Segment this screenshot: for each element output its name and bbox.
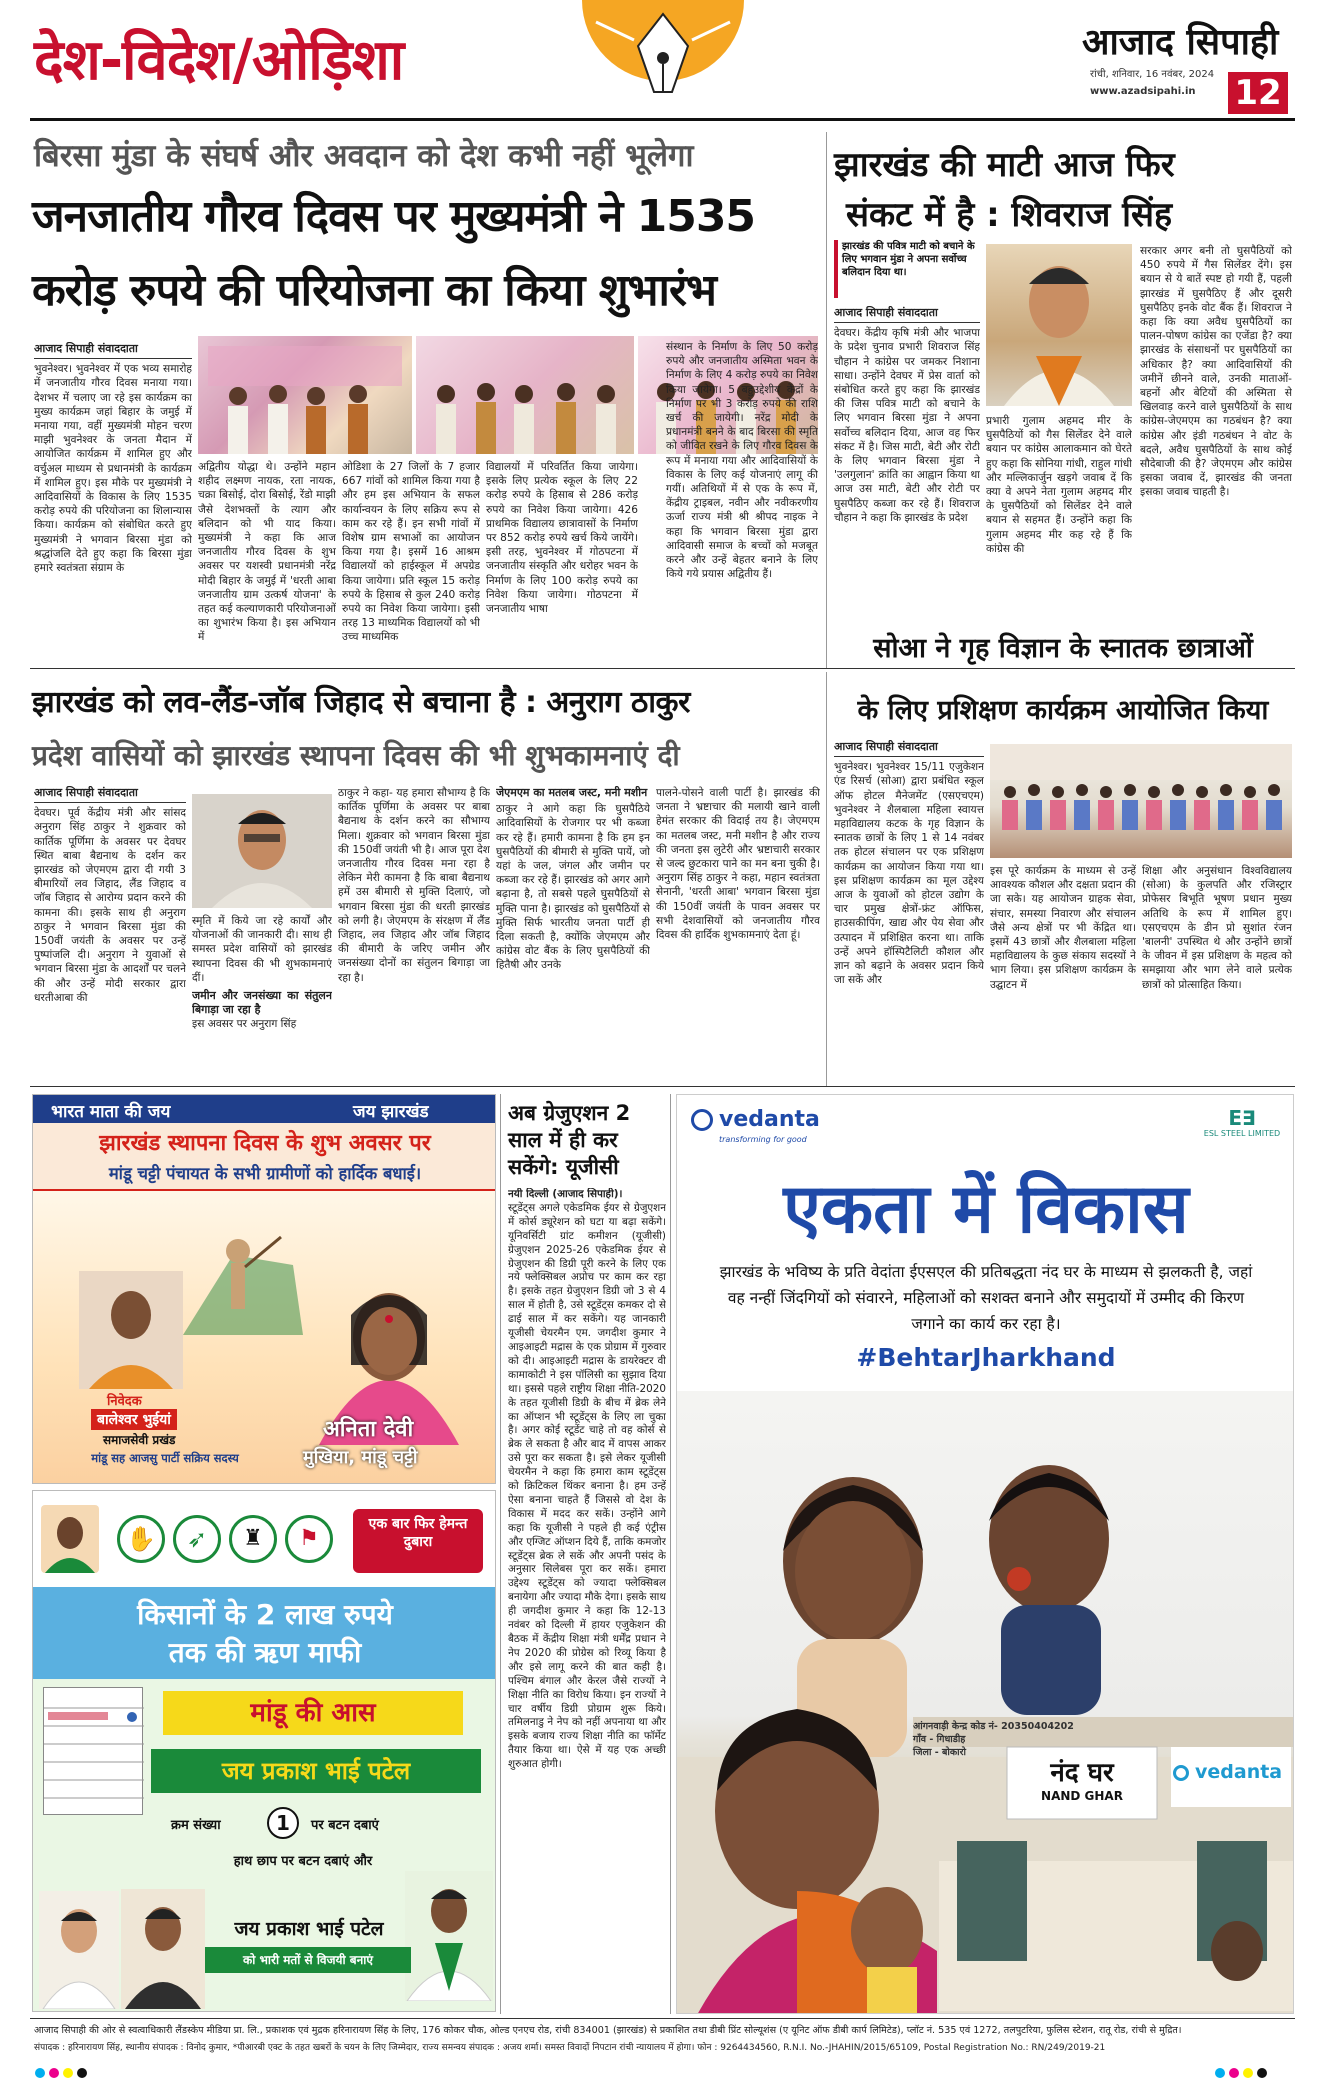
- anganwadi-district: जिला - बोकारो: [913, 1747, 966, 1758]
- shivraj-byline: आजाद सिपाही संवाददाता: [834, 306, 980, 323]
- jmm-line-1: किसानों के 2 लाख रुपये: [137, 1598, 393, 1631]
- loan-waiver-box: [33, 1587, 496, 1679]
- person1-photo: [79, 1271, 183, 1389]
- divider-middle-right: [826, 672, 827, 1086]
- vote-line-3: को भारी मतों से विजयी बनाएं: [205, 1947, 411, 1973]
- vote-line-2: जय प्रकाश भाई पटेल: [234, 1918, 384, 1940]
- soa-column-1: [834, 740, 984, 1080]
- shivraj-headline-2: संकट में है : शिवराज सिंह: [846, 195, 1173, 235]
- dateline: रांची, शनिवार, 16 नवंबर, 2024: [1090, 69, 1215, 80]
- anganwadi-village: गाँव - गिधाडीह: [913, 1734, 966, 1745]
- vedanta-brand: vedanta: [719, 1107, 820, 1132]
- serial-row: [151, 1807, 491, 1841]
- lead-photo-2: [416, 336, 634, 454]
- lead-headline-1: जनजातीय गौरव दिवस पर मुख्यमंत्री ने 1535: [32, 191, 756, 242]
- person2-title: मुखिया, मांडू चट्टी: [303, 1447, 418, 1468]
- serial-number: 1: [267, 1807, 299, 1839]
- nandghar-hindi: नंद घर: [1050, 1758, 1114, 1788]
- anurag-col2-after: इस अवसर पर अनुराग सिंह: [192, 1018, 297, 1031]
- footer-imprint: आजाद सिपाही की ओर से स्वत्वाधिकारी लैंडस्केप मीडिया प्रा. लि., प्रकाशक एवं मुद्रक हरिनारायण सिंह के लिए, 176 कोकर चौक, ओल्ड एनएच रोड, रांची 834001 (झारखंड) से प्रकाशित तथा डीबी प्रिंट सोल्यूशंस (ए यूनिट ऑफ डीबी कार्प लिमिटेड), प्लॉट नं. 535 एवं 1272, तलपुटरिया, फुलिस स्टेशन, रातू रोड, रांची से मुद्रित।: [34, 2025, 1182, 2036]
- soa-headline-2: के लिए प्रशिक्षण कार्यक्रम आयोजित किया: [857, 695, 1269, 726]
- wall-vedanta-icon: [1173, 1765, 1189, 1781]
- soa-photo: [990, 744, 1292, 858]
- shivraj-photo: [986, 244, 1132, 406]
- nandghar-english: NAND GHAR: [1041, 1789, 1123, 1803]
- ad-headline-box: [33, 1123, 496, 1191]
- section-title: देश-विदेश/ओड़िशा: [34, 28, 404, 93]
- rahul-photo: [39, 1891, 119, 2009]
- vedanta-tagline: transforming for good: [719, 1135, 807, 1144]
- party-symbol-congress-icon: ✋: [117, 1515, 165, 1563]
- anganwadi-code: आंगनवाड़ी केन्द्र कोड नं- 20350404202: [913, 1721, 1074, 1732]
- divider-ugc-left: [500, 1094, 501, 2014]
- vote-line-1: हाथ छाप पर बटन दबाएं और: [233, 1854, 373, 1869]
- lead-column-2: अद्वितीय योद्धा थे। उन्होंने महान शहीद लक्ष्मण नायक, रता नायक, चक्रा बिसोई, दोरा बिसोई, रेंडो माझी जैसे देशभक्तों के त्याग और बलिदान को भी याद किया। मुख्यमंत्री ने कहा कि आज जनजातीय गौरव दिवस के शुभ अवसर पर यशस्वी प्रधानमंत्री नरेंद्र मोदी बिहार के जमुई में 'धरती आबा जनजातीय ग्राम उत्कर्ष योजना' के तहत कई कल्याणकारी परियोजनाओं का शुभारंभ किया है। इस अभियान में: [198, 461, 336, 644]
- divider-lower: [30, 1086, 1295, 1087]
- lead-column-4: विद्यालयों में परिवर्तित किया जायेगा। इसके लिए प्रत्येक स्कूल के लिए 22 करोड़ रुपये के हिसाब से 286 करोड़ रुपये का निवेश किया जायेगा। 426 प्राथमिक विद्यालय छात्रावासों के निर्माण पर 852 करोड़ रुपये खर्च किये जायेंगे। इसी तरह, भुवनेश्वर में गोठपटना में जनजातीय संस्कृति और धरोहर भवन के निर्माण के लिए 100 करोड़ रुपये का निवेश किया जायेगा। गोठपटना में जनजातीय भाषा: [486, 461, 638, 616]
- anurag-col2-text: स्मृति में किये जा रहे कार्यों और योजनाओं की जानकारी दी। साथ ही समस्त प्रदेश वासियों को झारखंड स्थापना दिवस की भी शुभकामनाएं दीं।: [192, 915, 332, 984]
- soa-column-2: इस पूरे कार्यक्रम के माध्यम से उन्हें आवश्यक कौशल और दक्षता प्रदान की जा सके। यह आयोजन ग्राहक सेवा, संचार, समस्या निवारण और संचालन जैसे अन्य क्षेत्रों पर भी केंद्रित था। इसमें 43 छात्रों और शैलबाला महिला महाविद्यालय के कुछ संकाय सदस्यों ने भाग लिया। इस प्रशिक्षण कार्यक्रम के उद्घाटन में: [990, 865, 1136, 991]
- mandu-ki-aas-banner: मांडू की आस: [163, 1691, 463, 1735]
- person1-title: समाजसेवी प्रखंड: [103, 1433, 176, 1447]
- shivraj-pullquote: [834, 240, 980, 298]
- vedanta-logo-icon: [691, 1109, 713, 1131]
- anurag-col2-subhead: जमीन और जनसंख्या का संतुलन बिगाड़ा जा रहा है: [192, 989, 332, 1017]
- serial-label: क्रम संख्या: [171, 1818, 221, 1833]
- registration-dots-left: [34, 2064, 114, 2076]
- anurag-column-4: [496, 786, 650, 1080]
- wall-vedanta-logo: [1171, 1761, 1291, 1791]
- serial-after: पर बटन दबाएं: [311, 1818, 379, 1833]
- vedanta-logo: [691, 1107, 871, 1147]
- divider-top-stories: [30, 668, 1295, 669]
- slogan-left: भारत माता की जय: [51, 1102, 171, 1122]
- shivraj-column-2: प्रभारी गुलाम अहमद मीर के घुसपैठियों को गैस सिलेंडर देने वाले बयान पर कांग्रेस आलाकमान को घेरते हुए कहा कि सोनिया गांधी, राहुल गांधी और मल्लिकार्जुन खड़गे जवाब दें कि क्या वे अपने नेता गुलाम अहमद मीर के घुसपैठियों को सिलेंडर देने वाले बयान से सहमत हैं। उन्होंने कहा कि गुलाम अहमद मीर कह रहे हैं कि कांग्रेस की: [986, 415, 1132, 555]
- lead-byline: आजाद सिपाही संवाददाता: [34, 342, 192, 359]
- anurag-byline: आजाद सिपाही संवाददाता: [34, 786, 186, 803]
- ad-line-1: झारखंड स्थापना दिवस के शुभ अवसर पर: [99, 1131, 431, 1156]
- anurag-photo: [192, 794, 332, 908]
- vedanta-children-photo: [677, 1391, 1294, 2014]
- lead-column-1: [34, 342, 192, 660]
- shivraj-col1-text: देवघर। केंद्रीय कृषि मंत्री और भाजपा के प्रदेश चुनाव प्रभारी शिवराज सिंह चौहान ने कांग्रेस पर जमकर निशाना साधा। उन्होंने देवघर में प्रेस वार्ता को संबोधित करते हुए कहा कि झारखंड की जिस पवित्र माटी को बचाने के लिए भगवान बिरसा मुंडा ने अपना सर्वोच्च बलिदान दिया, आज वह फिर संकट में है। जिस माटी, बेटी और रोटी के लिए भगवान बिरसा मुंडा ने 'उलगुलान' क्रांति का आह्वान किया था आज उस माटी, बेटी और रोटी पर घुसपैठिए कब्जा कर रहे हैं। शिवराज चौहान ने कहा कि झारखंड के प्रदेश: [834, 327, 980, 524]
- ad-jmm: [32, 1490, 496, 2012]
- ugc-body: स्टूडेंट्स अगले एकेडमिक ईयर से ग्रेजुएशन में कोर्स ड्यूरेशन को घटा या बढ़ा सकेंगे। यूनिवर्सिटी ग्रांट कमीशन (यूजीसी) ग्रेजुएशन 2025-26 एकेडमिक ईयर से ग्रेजुएशन की डिग्री पूरी करने के लिए एक नये फ्लेक्सिबल अप्रोच पर काम कर रहा है। इसके तहत ग्रेजुएशन डिग्री जो 3 से 4 साल में होती है, उसे स्टूडेंट्स कमकर दो से ढाई साल में कर सकेंगे। यह जानकारी यूजीसी चेयरमैन एम. जगदीश कुमार ने आइआइटी मद्रास के एक प्रोग्राम में गुरुवार को दी। आइआइटी मद्रास के डायरेक्टर वी कामाकोटी ने इस पॉलिसी का सुझाव दिया था। इससे पहले राष्ट्रीय शिक्षा नीति-2020 के तहत यूजीसी डिग्री के बीच में ब्रेक लेने का ऑप्शन भी स्टूडेंट्स के लिए ला चुका है। अगर कोई स्टूडेंट चाहे तो वह कोर्स से ब्रेक ले सकता है और बाद में वापस आकर उसे पूरा कर सकता है। इसे लेकर यूजीसी चेयरमैन ने कहा कि हमारा काम स्टूडेंट्स को क्रिटिकल थिंकर बनाना है। हम उन्हें ऐसा बनाना चाहते हैं जिससे वो देश के विकास में मदद कर सकें। उन्होंने आगे कहा कि यूजीसी ने पहले ही कई एंट्रीस और एग्जिट ऑप्शन दिये हैं, ताकि कमजोर स्टूडेंट्स ब्रेक ले सकें और अपनी पसंद के अनुसार सिलेबस पूरा कर सकें। हमारा उद्देश्य स्टूडेंट्स को ज्यादा फ्लेक्सिबल बनायेगा और ज्यादा मौके देगा। इसके साथ ही जगदीश कुमार ने कहा कि 12-13 नवंबर को दिल्ली में हायर एजुकेशन की बैठक में केंद्रीय शिक्षा मंत्री धर्मेंद्र प्रधान ने नेप 2020 की प्रोग्रेस को रिव्यू किया है और इसे लागू करने की बात कही है। पश्चिम बंगाल और केरल जैसे राज्यों ने शिक्षा नीति का विरोध किया। इन राज्यों ने चार वर्षीय डिग्री प्रोग्राम शुरू किये। तमिलनाडु ने नेप को नहीं अपनाया था और इसके बजाय राज्य शिक्षा नीति का फॉर्मेट तैयार किया था। ऐसे में यह एक अच्छी शुरुआत होगी।: [508, 1201, 666, 1771]
- lead-photo-1: [198, 336, 412, 454]
- lead-column-5: संस्थान के निर्माण के लिए 50 करोड़ रुपये और जनजातीय अस्मिता भवन के निर्माण के लिए 4 करोड़ रुपये का निवेश किया जायेगा। 5 बहुउद्देशीय केंद्रों के निर्माण पर भी 3 करोड़ रुपये की राशि खर्च की जायेगी। नरेंद्र मोदी के प्रधानमंत्री बनने के बाद बिरसा की स्मृति को जीवित रखने के लिए गौरव दिवस के रूप में मनाया गया और आदिवासियों के विकास के लिए कई योजनाएं लागू की गयीं। अतिथियों में से एक के रूप में, केंद्रीय ट्राइबल, नवीन और नवीकरणीय ऊर्जा राज्य मंत्री श्री श्रीपद नाइक ने कहा कि भगवान बिरसा मुंडा द्वारा आदिवासी समाज के बच्चों को मजबूत करने और उन्हें बेहतर बनाने के लिए किये गये प्रयास अद्वितीय हैं।: [666, 341, 818, 581]
- anurag-subhead: प्रदेश वासियों को झारखंड स्थापना दिवस की भी शुभकामनाएं दी: [32, 739, 680, 772]
- anurag-col4-text: ठाकुर ने आगे कहा कि घुसपैठिये आदिवासियों के रोजगार पर भी कब्जा कर रहे हैं। हमारी कामना है कि हम इन घुसपैठियों की बीमारी से मुक्ति पायें, जो यहां के जल, जंगल और जमीन पर कब्जा कर रहे हैं। झारखंड को अगर आगे बढ़ाना है, तो सबसे पहले घुसपैठियों से मुक्ति पाना है। झारखंड को घुसपैठियों से मुक्ति सिर्फ भारतीय जनता पार्टी ही दिला सकती है, क्योंकि जेएमएम और कांग्रेस वोट बैंक के लिए घुसपैठियों की हितैषी और उनके: [496, 803, 650, 972]
- wall-vedanta-text: vedanta: [1195, 1761, 1283, 1783]
- party-symbol-bow-icon: ➶: [173, 1515, 221, 1563]
- soa-col1-text: भुवनेश्वर। भुवनेश्वर 15/11 एजुकेशन एंड रिसर्च (सोआ) द्वारा प्रबंधित स्कूल ऑफ होटल मैनेजमेंट (एसएचएम) भुवनेश्वर ने शैलबाला महिला स्वायत्त महाविद्यालय कटक के गृह विज्ञान के स्नातक छात्रों के लिए 1 से 14 नवंबर तक होटल संचालन पर एक प्रशिक्षण कार्यक्रम का आयोजन किया गया था। इस प्रशिक्षण कार्यक्रम का मूल उद्देश्य आज के युवाओं को होटल उद्योग के चार प्रमुख क्षेत्रों-फ्रंट ऑफिस, हाउसकीपिंग, खाद्य और पेय सेवा और उत्पादन में प्रशिक्षित करना था। ताकि उन्हें अपने हॉस्पिटैलिटी कौशल और ज्ञान को बढ़ाने के अवसर प्रदान किये जा सकें और: [834, 761, 984, 987]
- anurag-col1-text: देवघर। पूर्व केंद्रीय मंत्री और सांसद अनुराग सिंह ठाकुर ने शुक्रवार को कार्तिक पूर्णिमा के अवसर पर देवघर स्थित बाबा बैद्यनाथ के दर्शन कर झारखंड को जेएमएम द्वारा दी गयी 3 बीमारियों लव जिहाद, लैंड जिहाद व जॉब जिहाद से आरोग्य प्रदान करने की कामना की। इसके साथ ही अनुराग ठाकुर ने भगवान बिरसा मुंडा की 150वीं जयंती के अवसर पर उन्हें पुष्पांजलि दी। अनुराग ने युवाओं से भगवान बिरसा मुंडा के आदर्शों पर चलने की और उन्हें मोदी सरकार द्वारा धरतीआबा की: [34, 807, 186, 1004]
- website[interactable]: www.azadsipahi.in: [1090, 86, 1196, 97]
- vedanta-body: झारखंड के भविष्य के प्रति वेदांता ईएसएल की प्रतिबद्धता नंद घर के माध्यम से झलकती है, जहां वह नन्हीं जिंदगियों को संवारने, महिलाओं को सशक्त बनाने और समुदायों में उम्मीद की किरण जगाने का कार्य कर रहा है।: [719, 1263, 1253, 1333]
- soa-headline-block: [832, 628, 1294, 665]
- soa-column-3: शिक्षा और अनुसंधान विश्वविद्यालय (सोआ) के कुलपति और रजिस्ट्रार प्रोफेसर बिभूति भूषण प्रधान मुख्य अतिथि के रूप में शामिल हुए। एसएचएम के डीन प्रो सुशांत रंजन 'बालनी' उपस्थित थे और उन्होंने छात्रों के जीवन में इस प्रशिक्षण के महत्व को समझाया और भाग लेने वाले प्रत्येक छात्रों को प्रोत्साहित किया।: [1142, 865, 1292, 991]
- jmm-leader-thumb: [41, 1505, 99, 1573]
- vedanta-headline: एकता में विकास: [783, 1170, 1189, 1249]
- ugc-byline: नयी दिल्ली (आजाद सिपाही)।: [508, 1188, 623, 1200]
- divider-ugc-right: [670, 1094, 671, 2014]
- paper-name: आजाद सिपाही: [1082, 22, 1279, 63]
- soa-byline: आजाद सिपाही संवाददाता: [834, 740, 984, 757]
- nandghar-sign: [1007, 1749, 1157, 1817]
- hemant-photo: [121, 1889, 205, 2009]
- evm-machine: [43, 1687, 143, 1815]
- lead-kicker: बिरसा मुंडा के संघर्ष और अवदान को देश कभी नहीं भूलेगा: [34, 138, 694, 174]
- party-symbol-lantern-icon: ♜: [229, 1515, 277, 1563]
- esl-logo: [1197, 1107, 1287, 1147]
- registration-dots-right: [1214, 2064, 1294, 2076]
- lead-headline-2: करोड़ रुपये की परियोजना का किया शुभारंभ: [32, 265, 716, 316]
- ugc-headline: अब ग्रेजुएशन 2 साल में ही कर सकेंगे: यूजीसी: [508, 1101, 631, 1179]
- anurag-headline: झारखंड को लव-लैंड-जॉब जिहाद से बचाना है : अनुराग ठाकुर: [32, 685, 690, 720]
- ad-line-2: मांडू चट्टी पंचायत के सभी ग्रामीणों को हार्दिक बधाई।: [108, 1164, 422, 1183]
- slogan-right: जय झारखंड: [353, 1102, 429, 1122]
- soa-headline-line-1: सोआ ने गृह विज्ञान के स्नातक छात्राओं: [873, 633, 1253, 664]
- nivedak-label: निवेदक: [107, 1394, 142, 1409]
- ad-vedanta: [676, 1094, 1294, 2014]
- ugc-column: [508, 1188, 666, 2014]
- party-symbol-flag-icon: ⚑: [285, 1515, 333, 1563]
- page-number: 12: [1228, 72, 1288, 114]
- candidate-photo: [405, 1871, 493, 2001]
- hemant-dubara-badge: एक बार फिर हेमन्त दुबारा: [353, 1509, 483, 1573]
- esl-partner-name: ESL STEEL LIMITED: [1203, 1129, 1281, 1138]
- shivraj-column-3: सरकार अगर बनी तो घुसपैठियों को 450 रुपये में गैस सिलेंडर देंगे। इस बयान से ये बातें स्पष्ट हो गयी हैं, पहली झारखंड में घुसपैठिए हैं और दूसरी घुसपैठिए इनके वोट बैंक हैं। शिवराज ने कहा कि क्या अवैध घुसपैठियों का पालन-पोषण कांग्रेस का एजेंडा है? क्या झारखंड के संसाधनों पर घुसपैठियों का अधिकार है? क्या आदिवासियों की जमीनें छीनने वाले, उनकी माताओं-बहनों और बेटियों की अस्मिता से खिलवाड़ करने वाले घुसपैठियों के साथ कांग्रेस-जेएमएम का गठबंधन है? क्या कांग्रेस और इंडी गठबंधन ने वोट के बदले, अवैध घुसपैठियों के साथ कोई सौदेबाजी की है? जेएमएम और कांग्रेस इसका जवाब दें, झारखंड की जनता इसका जवाब चाहती है।: [1140, 245, 1292, 499]
- divider-lead-right: [826, 132, 827, 668]
- ad-slogan-bar: [33, 1095, 496, 1123]
- shivraj-headline-1: झारखंड की माटी आज फिर: [834, 145, 1175, 185]
- masthead: [0, 0, 1325, 128]
- pullquote-text: झारखंड की पवित्र माटी को बचाने के लिए भगवान मुंडा ने अपना सर्वोच्च बलिदान दिया था।: [842, 241, 975, 278]
- anurag-col4-subhead: जेएमएम का मतलब जस्ट, मनी मशीन: [496, 786, 648, 799]
- lead-column-3: ओडिशा के 27 जिलों के 7 हजार 667 गांवों को शामिल किया गया है और हम इस अभियान के सफल कार्यान्वयन के लिए सक्रिय रूप से काम कर रहे हैं। इन सभी गांवों में विशेष ग्राम सभाओं का आयोजन किया गया है। इसमें 16 आश्रम विद्यालयों को हाईस्कूल में अपग्रेड किया जायेगा। प्रति स्कूल 15 करोड़ रुपये के हिसाब से कुल 240 करोड़ रुपये का निवेश किया जायेगा। इसी तरह 13 माध्यमिक विद्यालयों को भी उच्च माध्यमिक: [342, 461, 480, 644]
- ad-sthapana-diwas: [32, 1094, 496, 1484]
- person1-sub: मांडू सह आजसु पार्टी सक्रिय सदस्य: [91, 1451, 239, 1465]
- anurag-column-2: [192, 914, 332, 1080]
- vedanta-hashtag[interactable]: #BehtarJharkhand: [856, 1343, 1116, 1372]
- anurag-column-5: पालने-पोसने वाली पार्टी है। झारखंड की जनता ने भ्रष्टाचार की मलायी खाने वाली हेमंत सरकार की विदाई तय है। जेएमएम का मतलब जस्ट, मनी मशीन है और राज्य की जनता इस लुटेरी और भ्रष्टाचारी सरकार से जल्द छुटकारा पाने का मन बना चुकी है। अनुराग सिंह ठाकुर ने कहा, महान स्वतंत्रता सेनानी, 'धरती आबा' भगवान बिरसा मुंडा की 150वीं जयंती के पावन अवसर पर सभी देशवासियों को जनजातीय गौरव दिवस की हार्दिक शुभकामनाएं देता हूं।: [656, 787, 820, 942]
- anurag-column-1: [34, 786, 186, 1080]
- candidate-name-banner: जय प्रकाश भाई पटेल: [151, 1749, 481, 1793]
- shivraj-column-1: [834, 306, 980, 664]
- person2-name: अनिता देवी: [323, 1417, 414, 1442]
- esl-logo-icon: E∃: [1228, 1106, 1256, 1130]
- jmm-line-2: तक की ऋण माफी: [168, 1636, 362, 1669]
- footer-credits: संपादक : हरिनारायण सिंह, स्थानीय संपादक : विनोद कुमार, *पीआरबी एक्ट के तहत खबरों के चयन के लिए जिम्मेदार, राज्य समन्वय संपादक : अजय शर्मा। समस्त विवादों निपटान रांची न्यायालय में होगा। फोन : 9264434560, R.N.I. No.-JHAHIN/2015/65109, Postal Registration No.: RN/249/2019-21: [34, 2043, 1106, 2053]
- footer-rule: [30, 2018, 1295, 2019]
- lead-col1-text: भुवनेश्वर। भुवनेश्वर में एक भव्य समारोह में जनजातीय गौरव दिवस मनाया गया। देशभर में चलाए जा रहे इस कार्यक्रम का मुख्य कार्यक्रम जहां बिहार के जमुई में मनाया गया, वहीं मुख्यमंत्री मोहन चरण माझी भुवनेश्वर के जनता मैदान में आयोजित कार्यक्रम में शामिल हुए और वर्चुअल माध्यम से प्रधानमंत्री के कार्यक्रम में शामिल हुए। इस मौके पर मुख्यमंत्री ने आदिवासियों के विकास के लिए 1535 करोड़ रुपये की परियोजना का शिलान्यास किया। कार्यक्रम को संबोधित करते हुए मुख्यमंत्री ने भगवान बिरसा मुंडा को श्रद्धांजलि देते हुए कहा कि बिरसा मुंडा हमारे स्वतंत्रता संग्राम के: [34, 363, 192, 575]
- masthead-rule: [30, 118, 1295, 121]
- person1-name: बालेश्वर भुईयां: [91, 1409, 177, 1430]
- pen-nib-logo: [576, 0, 750, 116]
- anurag-column-3: ठाकुर ने कहा- यह हमारा सौभाग्य है कि कार्तिक पूर्णिमा के अवसर पर बाबा बैद्यनाथ के दर्शन करने का सौभाग्य मिला। शुक्रवार को भगवान बिरसा मुंडा की 150वीं जयंती भी है। आज पूरा देश जनजातीय गौरव दिवस मना रहा है लेकिन मेरी कामना है कि बाबा बैद्यनाथ हमें उस बीमारी से मुक्ति दिलाएं, जो भगवान बिरसा मुंडा की धरती झारखंड को लगी है। जेएमएम के संरक्षण में लैंड जिहाद, लव जिहाद और जॉब जिहाद की बीमारी के जरिए जमीन और जनसंख्या दोनों का संतुलन बिगाड़ा जा रहा है।: [338, 787, 490, 984]
